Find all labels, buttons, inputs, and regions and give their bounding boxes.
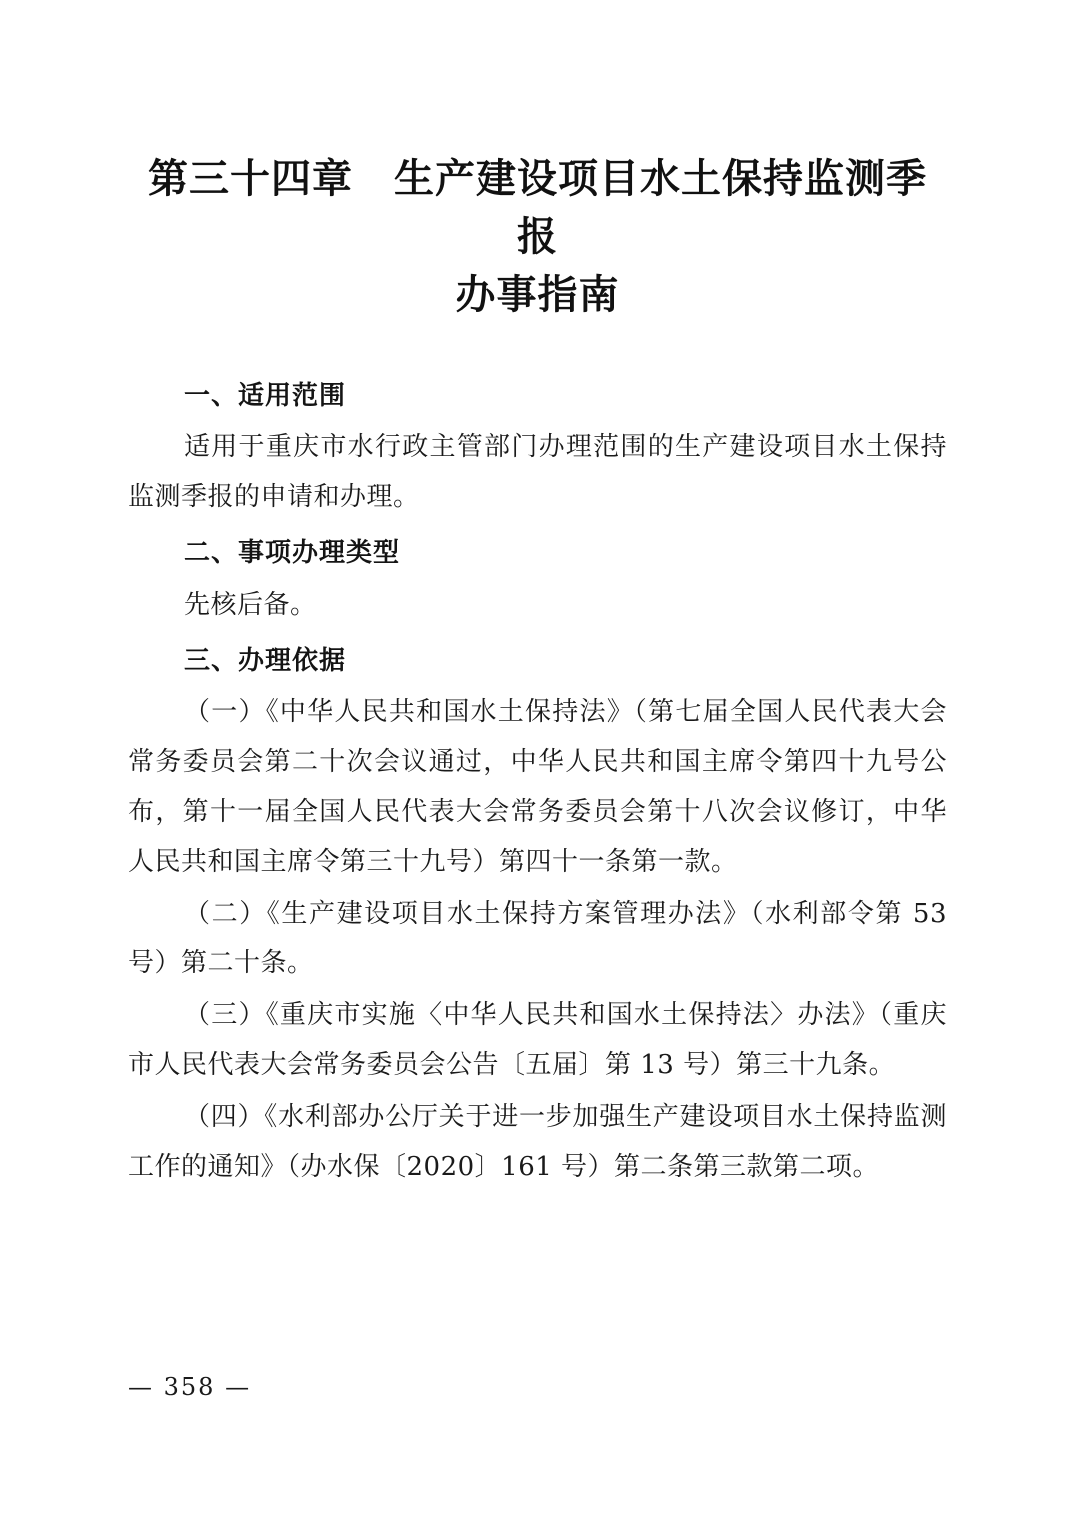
section-heading-handling-type: 二、事项办理类型 <box>184 538 401 569</box>
section-handling-type-paragraph-1: 先核后备。 <box>184 589 317 620</box>
page-number: — 358 — <box>128 1373 252 1401</box>
page-title <box>128 150 947 324</box>
section-scope-paragraph-1: 适用于重庆市水行政主管部门办理范围的生产建设项目水土保持监测季报的申请和办理。 <box>128 432 947 513</box>
section-legal-basis-paragraph-1: （一）《中华人民共和国水土保持法》（第七届全国人民代表大会常务委员会第二十次会议通过，中华人民共和国主席令第四十九号公布，第十一届全国人民代表大会常务委员会第十八次会议修订，中华人民共和国主席令第三十九号）第四十一条第一款。 <box>128 696 947 877</box>
section-heading-legal-basis: 三、办理依据 <box>184 645 347 676</box>
section-legal-basis-paragraph-3: （三）《重庆市实施〈中华人民共和国水土保持法〉办法》（重庆市人民代表大会常务委员会公告〔五届〕第 13 号）第三十九条。 <box>128 1000 947 1081</box>
page-title-line-1: 第三十四章 生产建设项目水土保持监测季报 <box>148 156 927 260</box>
section-legal-basis-paragraph-4: （四）《水利部办公厅关于进一步加强生产建设项目水土保持监测工作的通知》（办水保〔2020〕161 号）第二条第三款第二项。 <box>128 1102 947 1183</box>
section-heading-scope: 一、适用范围 <box>184 381 347 411</box>
section-legal-basis-paragraph-2: （二）《生产建设项目水土保持方案管理办法》（水利部令第 53 号）第二十条。 <box>128 898 947 979</box>
page-title-line-2: 办事指南 <box>455 272 620 318</box>
